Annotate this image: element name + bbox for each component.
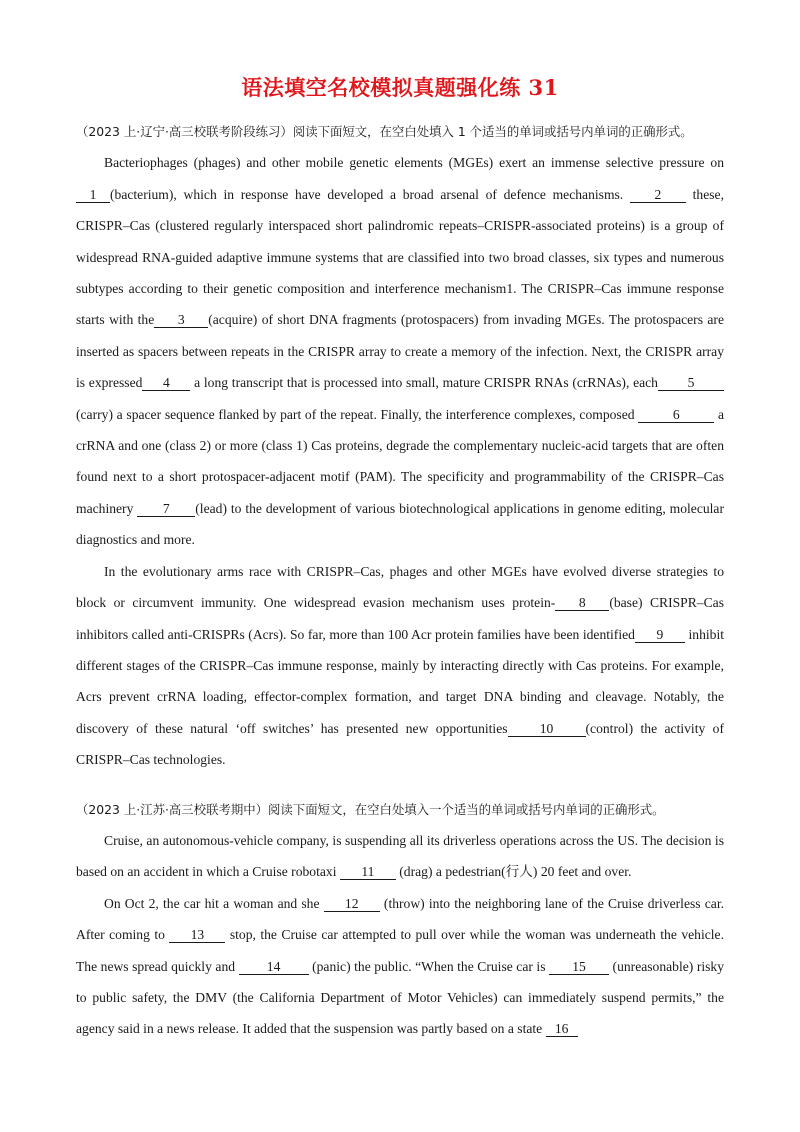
blank-10[interactable]: 10	[508, 721, 586, 737]
blank-12[interactable]: 12	[324, 896, 380, 912]
passage1-paragraph1	[76, 147, 724, 555]
section-gap	[76, 776, 724, 794]
text-span: (lead) to the development of various biotechnological applications in genome editing, molecular diagnostics and more.	[76, 500, 724, 548]
blank-11[interactable]: 11	[340, 864, 396, 880]
passage2-paragraph2	[76, 888, 724, 1045]
text-span: In the evolutionary arms race with CRISPR–Cas, phages and other MGEs have evolved diverse strategies to block or circumvent immunity. One widespread evasion mechanism uses protein-	[76, 563, 724, 611]
blank-5[interactable]: 5	[658, 375, 724, 391]
blank-1[interactable]: 1	[76, 187, 110, 203]
text-span: (unreasonable) risky to public safety, the DMV (the California Department of Motor Vehicles) can immediately suspend permits,” the agency said in a news release. It added that the suspension was partly based on a state	[76, 958, 725, 1037]
blank-15[interactable]: 15	[549, 959, 609, 975]
text-span: (carry) a spacer sequence flanked by part of the repeat. Finally, the interference complexes, composed	[76, 406, 635, 422]
blank-4[interactable]: 4	[142, 375, 190, 391]
text-span: (throw) into the neighboring lane of the Cruise driverless car. After coming to	[76, 895, 725, 943]
document-body	[76, 116, 724, 1045]
blank-16[interactable]: 16	[546, 1021, 578, 1037]
blank-9[interactable]: 9	[635, 627, 685, 643]
blank-7[interactable]: 7	[137, 501, 195, 517]
text-span: a long transcript that is processed into small, mature CRISPR RNAs (crRNAs), each	[194, 375, 658, 391]
blank-14[interactable]: 14	[239, 959, 309, 975]
text-span: (drag) a pedestrian(行人) 20 feet and over.	[399, 864, 632, 880]
text-span: Cruise, an autonomous-vehicle company, is suspending all its driverless operations across the US. The decision is based on an accident in which a Cruise robotaxi	[76, 832, 724, 880]
text-span: (panic) the public. “When the Cruise car is	[312, 958, 546, 974]
page-title: 语法填空名校模拟真题强化练 31	[241, 75, 559, 100]
text-span: inhibit different stages of the CRISPR–Cas immune response, mainly by interacting directly with Cas proteins. For example, Acrs prevent crRNA loading, effector-complex formation, and target DNA binding and cleavage. Notably, the discovery of these natural ‘off switches’ has presented new opportunities	[76, 626, 724, 736]
blank-13[interactable]: 13	[169, 927, 225, 943]
text-span: (acquire) of short DNA fragments (protospacers) from invading MGEs. The protospacers are inserted as spacers between repeats in the CRISPR array to create a memory of the infection. Next, the CRISPR array is expressed	[76, 312, 724, 391]
text-span: (bacterium), which in response have developed a broad arsenal of defence mechanisms.	[110, 186, 624, 202]
passage1-source: （2023 上·辽宁·高三校联考阶段练习）阅读下面短文，在空白处填入 1 个适当的单词或括号内单词的正确形式。	[76, 124, 693, 139]
text-span: a crRNA and one (class 2) or more (class 1) Cas proteins, degrade the complementary nucleic-acid targets that are often found next to a short protospacer-adjacent motif (PAM). The specificity and programmability of the CRISPR–Cas machinery	[76, 406, 724, 516]
text-span: these, CRISPR–Cas (clustered regularly interspaced short palindromic repeats–CRISPR-associated proteins) is a group of widespread RNA-guided adaptive immune systems that are classified into two broad classes, six types and numerous subtypes according to their genetic composition and interference mechanism1. The CRISPR–Cas immune response starts with the	[76, 186, 724, 328]
blank-2[interactable]: 2	[630, 187, 686, 203]
passage2-paragraph1	[76, 825, 724, 888]
blank-8[interactable]: 8	[555, 595, 609, 611]
text-span: On Oct 2, the car hit a woman and she	[104, 895, 320, 911]
blank-3[interactable]: 3	[154, 312, 208, 328]
text-span: (base) CRISPR–Cas inhibitors called anti-CRISPRs (Acrs). So far, more than 100 Acr protein families have been identified	[76, 595, 724, 642]
passage1-paragraph2	[76, 556, 724, 776]
blank-6[interactable]: 6	[638, 407, 714, 423]
passage2-source: （2023 上·江苏·高三校联考期中）阅读下面短文，在空白处填入一个适当的单词或括号内单词的正确形式。	[76, 801, 665, 817]
text-span: stop, the Cruise car attempted to pull over while the woman was underneath the vehicle. The news spread quickly and	[76, 927, 724, 974]
text-span: Bacteriophages (phages) and other mobile genetic elements (MGEs) exert an immense selective pressure on	[104, 155, 724, 171]
text-span: (control) the activity of CRISPR–Cas technologies.	[76, 720, 724, 768]
